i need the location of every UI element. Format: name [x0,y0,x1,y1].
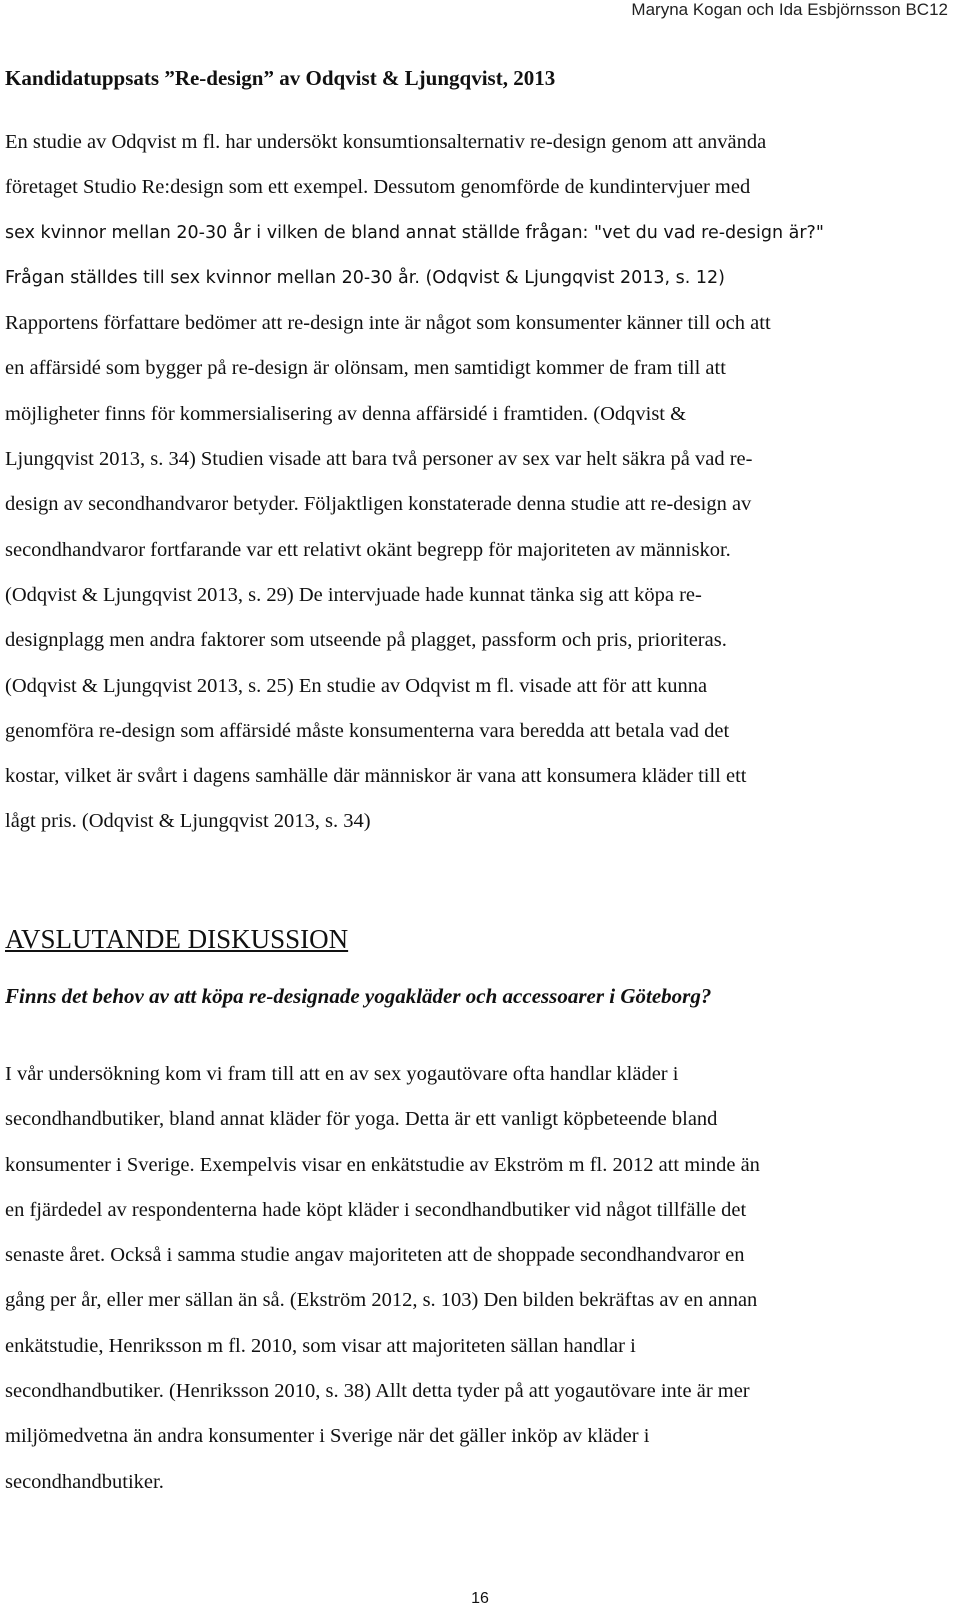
text-line: genomföra re-design som affärsidé måste konsumenterna vara beredda att betala vad det [5,719,730,742]
text-line: en affärsidé som bygger på re-design är olönsam, men samtidigt kommer de fram till att [5,357,726,380]
thesis-reference-heading: Kandidatuppsats ”Re-design” av Odqvist & Ljungqvist, 2013 [5,66,556,90]
page-number: 16 [471,1590,489,1607]
text-line: enkätstudie, Henriksson m fl. 2010, som visar att majoriteten sällan handlar i [5,1334,636,1357]
text-line: design av secondhandvaror betyder. Följaktligen konstaterade denna studie att re-design av [5,493,752,516]
text-line: kostar, vilket är svårt i dagens samhälle där människor är vana att konsumera kläder till ett [5,765,747,788]
running-header: Maryna Kogan och Ida Esbjörnsson BC12 [631,0,948,19]
text-line: (Odqvist & Ljungqvist 2013, s. 29) De intervjuade hade kunnat tänka sig att köpa re- [5,583,702,606]
text-line: miljömedvetna än andra konsumenter i Sverige när det gäller inköp av kläder i [5,1425,650,1448]
text-line: secondhandbutiker, bland annat kläder för yoga. Detta är ett vanligt köpbeteende bland [5,1108,718,1131]
text-line: I vår undersökning kom vi fram till att en av sex yogautövare ofta handlar kläder i [5,1063,679,1085]
text-line: en fjärdedel av respondenterna hade köpt kläder i secondhandbutiker vid något tillfälle det [5,1198,747,1221]
paragraph-odqvist-study [5,120,940,845]
paragraph-discussion [5,1052,940,1505]
text-line: secondhandvaror fortfarande var ett relativt okänt begrepp för majoriteten av människor. [5,538,731,561]
text-line: designplagg men andra faktorer som utseende på plagget, passform och pris, prioriteras. [5,629,727,652]
text-line: Rapportens författare bedömer att re-design inte är något som konsumenter känner till och att [5,312,771,335]
text-line: (Odqvist & Ljungqvist 2013, s. 25) En studie av Odqvist m fl. visade att för att kunna [5,674,708,697]
text-line: secondhandbutiker. (Henriksson 2010, s. 38) Allt detta tyder på att yogautövare inte är mer [5,1380,750,1403]
text-line: Ljungqvist 2013, s. 34) Studien visade att bara två personer av sex var helt säkra på vad re- [5,448,753,471]
text-line: En studie av Odqvist m fl. har undersökt konsumtionsalternativ re-design genom att använda [5,131,767,153]
text-line: företaget Studio Re:design som ett exempel. Dessutom genomförde de kundintervjuer med [5,176,751,199]
text-line: konsumenter i Sverige. Exempelvis visar en enkätstudie av Ekström m fl. 2012 att minde än [5,1153,760,1176]
section-title: AVSLUTANDE DISKUSSION [5,924,349,954]
text-line: senaste året. Också i samma studie angav majoriteten att de shoppade secondhandvaror en [5,1244,745,1267]
text-line: sex kvinnor mellan 20-30 år i vilken de bland annat ställde frågan: "vet du vad re-design är?" [5,222,824,243]
text-line: lågt pris. (Odqvist & Ljungqvist 2013, s. 34) [5,810,371,833]
text-line: gång per år, eller mer sällan än så. (Ekström 2012, s. 103) Den bilden bekräftas av en annan [5,1289,758,1312]
text-line: Frågan ställdes till sex kvinnor mellan 20-30 år. (Odqvist & Ljungqvist 2013, s. 12) [5,267,726,288]
text-line: secondhandbutiker. [5,1470,164,1493]
text-line: möjligheter finns för kommersialisering av denna affärsidé i framtiden. (Odqvist & [5,402,687,425]
research-question: Finns det behov av att köpa re-designade yogakläder och accessoarer i Göteborg? [5,984,712,1008]
